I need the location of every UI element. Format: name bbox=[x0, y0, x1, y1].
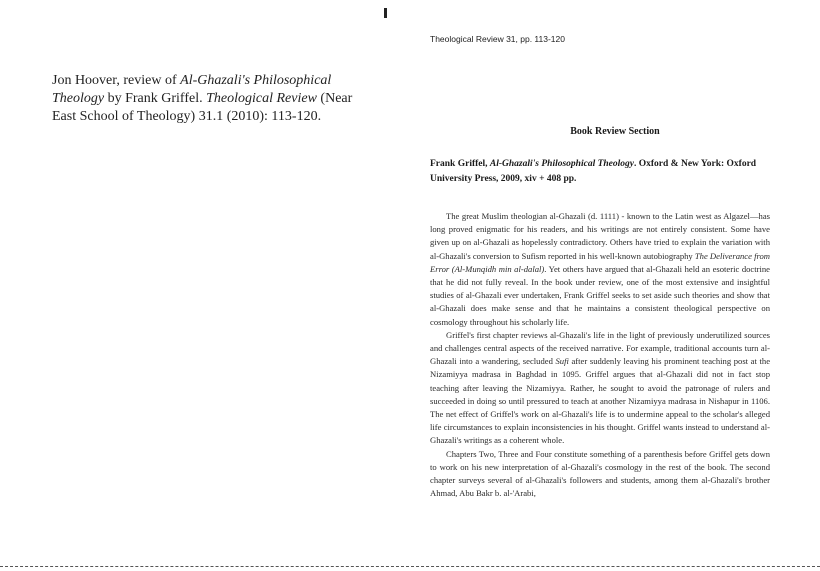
paragraph-italic: Sufi bbox=[555, 356, 569, 367]
paragraph-text: after suddenly leaving his prominent teaching post at the Nizamiyya madrasa in Baghdad in 1095. Griffel argues that al-Ghazali did not in fact stop teaching after leaving the Nizamiyya. Rather, he sought to avoid the patronage of rulers and succeeded in doing so until pressured to teach at another Nizamiyya madrasa in Nishapur in 1106. The net effect of Griffel's work on al-Ghazali's life is to undermine appeal to the scholar's alleged life circumstances to explain inconsistencies in his thought. Griffel wants instead to understand al-Ghazali's writings as a coherent whole. bbox=[430, 356, 771, 446]
paragraph bbox=[430, 448, 770, 501]
paragraph bbox=[430, 329, 770, 448]
citation-prefix: Jon Hoover, review of bbox=[52, 73, 181, 88]
book-publisher: . Oxford & New York: Oxford University Press, 2009, xiv + 408 pp. bbox=[430, 159, 757, 184]
page-edge-rule bbox=[0, 566, 820, 567]
right-page bbox=[410, 0, 820, 571]
paragraph-text: . Yet others have argued that al-Ghazali held an esoteric doctrine that he did not fully reveal. In the book under review, one of the most extensive and insightful studies of al-Ghazali ever undertaken, Frank Griffel seeks to set aside such theories and show that al-Ghazali does make sense and that he maintains a consistent theological perspective on cosmology throughout his scholarly life. bbox=[430, 263, 770, 327]
review-citation bbox=[52, 72, 372, 126]
paragraph-text: Griffel's first chapter reviews al-Ghazali's life in the light of previously underutilized sources and challenges central aspects of the received narrative. For example, traditional accounts turn al-Ghazali into a wandering, secluded bbox=[430, 329, 770, 367]
review-body bbox=[430, 210, 770, 500]
citation-suffix: (Near East School of Theology) 31.1 (2010): 113-120. bbox=[52, 91, 353, 124]
book-citation bbox=[430, 157, 770, 187]
book-author: Frank Griffel, bbox=[430, 159, 490, 169]
paragraph-italic: The Deliverance from Error (Al-Munqidh min al-dalal) bbox=[430, 250, 770, 274]
paragraph-text: Chapters Two, Three and Four constitute something of a parenthesis before Griffel gets down to work on his new interpretation of al-Ghazali's cosmology in the rest of the book. The second chapter surveys several of al-Ghazali's followers and students, among them al-Ghazali's brother Ahmad, Abu Bakr b. al-'Arabi, bbox=[430, 448, 770, 499]
paragraph bbox=[430, 210, 770, 329]
book-title: Al-Ghazali's Philosophical Theology bbox=[489, 159, 634, 169]
citation-journal: Theological Review bbox=[206, 91, 317, 106]
scan-mark bbox=[384, 8, 387, 18]
citation-book-title: Al-Ghazali's Philosophical Theology bbox=[52, 73, 332, 106]
section-title: Book Review Section bbox=[570, 126, 660, 137]
citation-middle: by Frank Griffel. bbox=[104, 91, 207, 106]
running-header: Theological Review 31, pp. 113-120 bbox=[430, 34, 565, 44]
paragraph-text: The great Muslim theologian al-Ghazali (d. 1111) - known to the Latin west as Algazel—has long proved enigmatic for his readers, and his writings are not entirely consistent. Some have given up on al-Ghazali as hopelessly contradictory. Others have tried to explain the variation with al-Ghazali's conversion to Sufism reported in his well-known autobiography bbox=[430, 211, 770, 261]
